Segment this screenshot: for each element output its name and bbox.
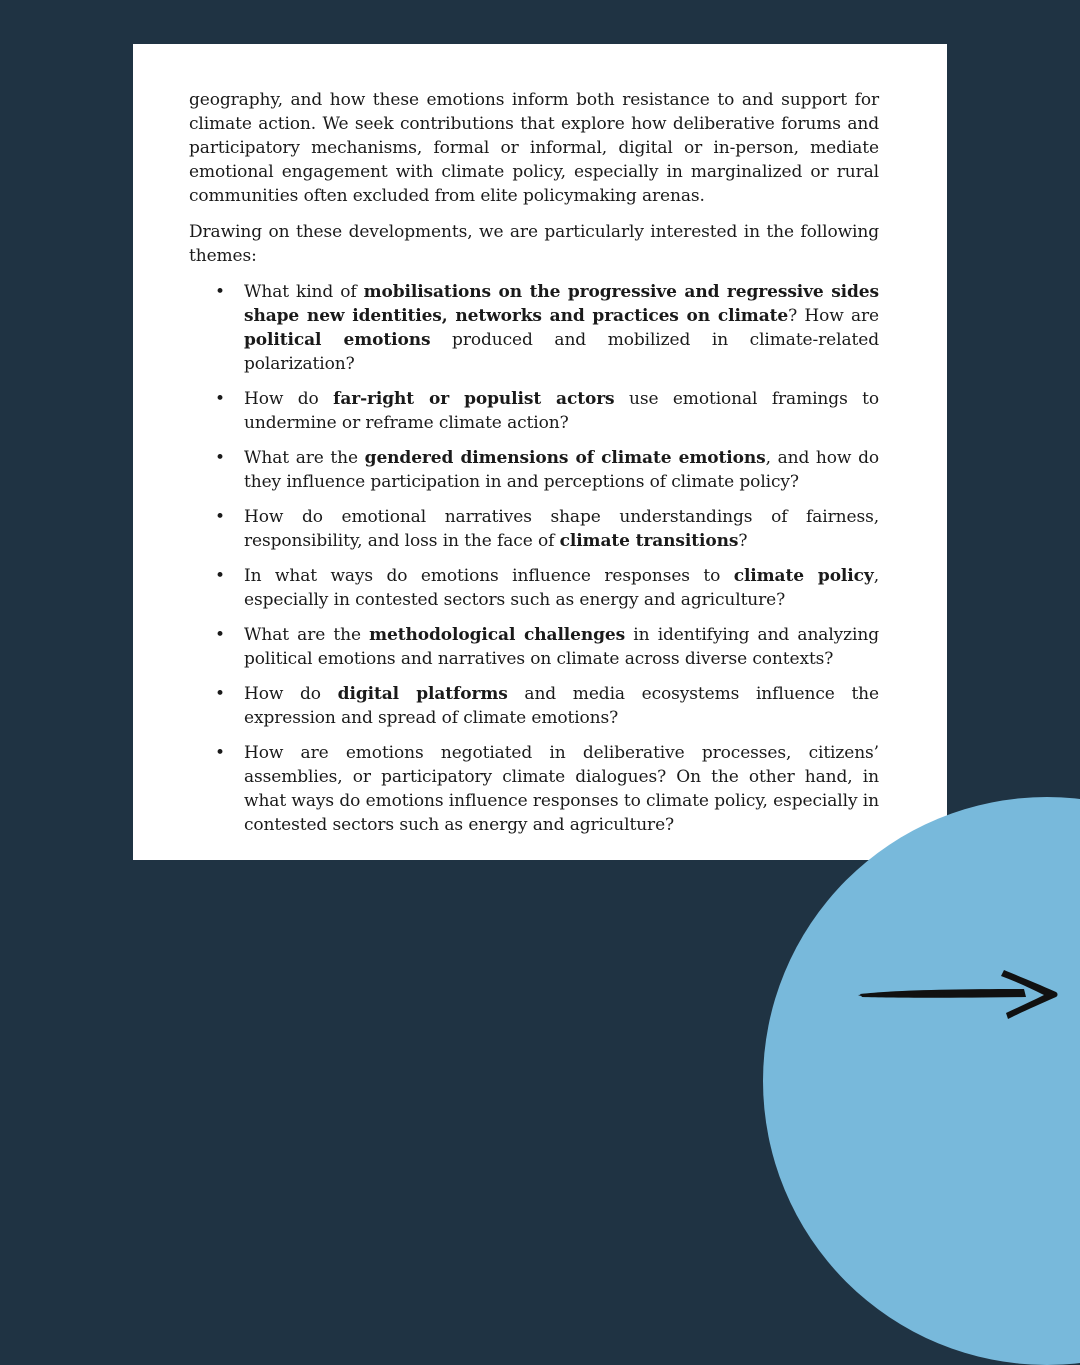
themes-intro: Drawing on these developments, we are particularly interested in the following themes:: [189, 222, 879, 266]
bullet-icon: •: [215, 448, 225, 468]
theme-item-4: • How do emotional narratives shape understandings of fairness, responsibility, and loss in the face of climate transitions?: [215, 507, 879, 551]
right-arrow-icon[interactable]: [856, 965, 1060, 1025]
theme-item-8: • How are emotions negotiated in deliberative processes, citizens’ assemblies, or participatory climate dialogues? On the other hand, in what ways do emotions influence responses to climate policy, especially in contested sectors such as energy and agriculture?: [215, 743, 879, 835]
theme-item-1: • What kind of mobilisations on the progressive and regressive sides shape new identities, networks and practices on climate? How are political emotions produced and mobilized in climate-related polarization?: [215, 282, 879, 374]
theme-item-6: • What are the methodological challenges in identifying and analyzing political emotions and narratives on climate across diverse contexts?: [215, 625, 879, 669]
bullet-icon: •: [215, 282, 225, 302]
bullet-icon: •: [215, 507, 225, 527]
bullet-icon: •: [215, 743, 225, 763]
theme-item-5: • In what ways do emotions influence responses to climate policy, especially in contested sectors such as energy and agriculture?: [215, 566, 879, 610]
decorative-circle: [763, 797, 1080, 1365]
bullet-icon: •: [215, 566, 225, 586]
theme-item-3: • What are the gendered dimensions of climate emotions, and how do they influence participation in and perceptions of climate policy?: [215, 448, 879, 492]
bullet-icon: •: [215, 625, 225, 645]
theme-item-2: • How do far-right or populist actors use emotional framings to undermine or reframe climate action?: [215, 389, 879, 433]
themes-list: [189, 280, 879, 837]
theme-item-7: • How do digital platforms and media ecosystems influence the expression and spread of climate emotions?: [215, 684, 879, 728]
document-page: [133, 44, 947, 860]
bullet-icon: •: [215, 684, 225, 704]
intro-paragraph: geography, and how these emotions inform both resistance to and support for climate action. We seek contributions that explore how deliberative forums and participatory mechanisms, formal or informal, digital or in-person, mediate emotional engagement with climate policy, especially in marginalized or rural communities often excluded from elite policymaking arenas.: [189, 90, 879, 206]
bullet-icon: •: [215, 389, 225, 409]
